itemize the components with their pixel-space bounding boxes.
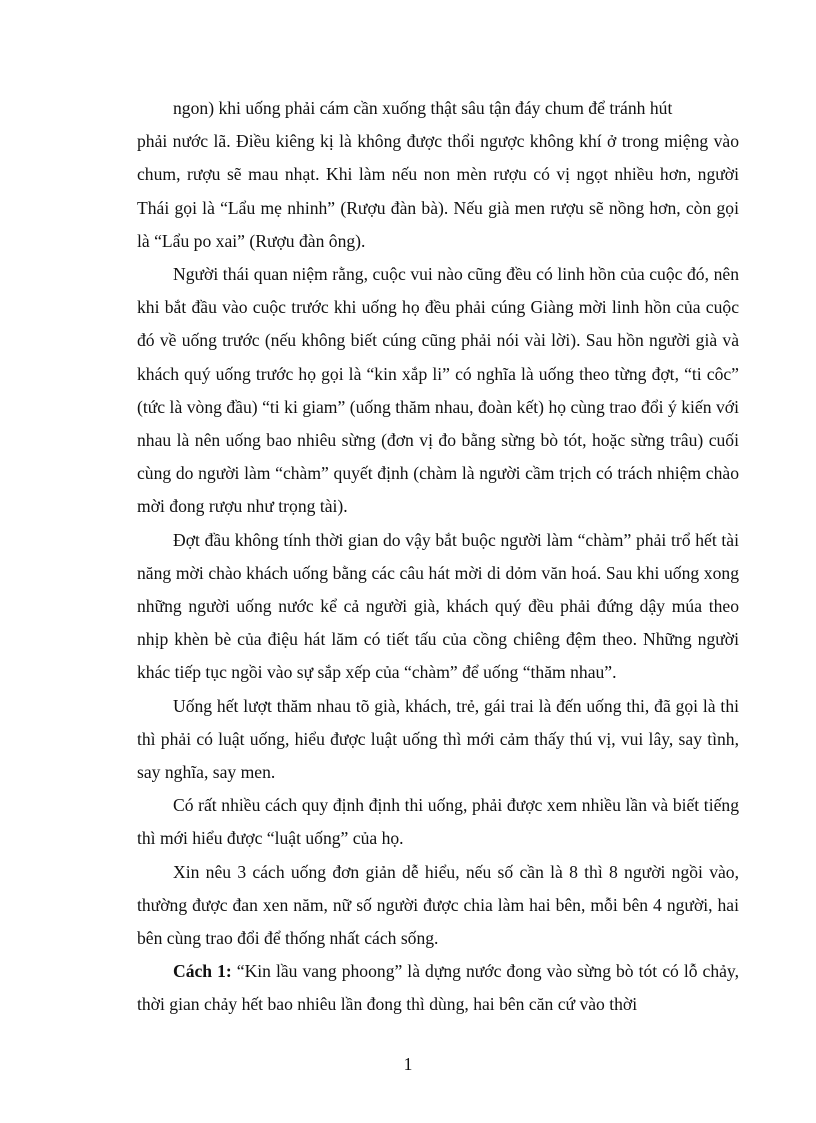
paragraph-rules: Có rất nhiều cách quy định định thi uống, phải được xem nhiều lần và biết tiếng thì mới hiểu được “luật uống” của họ.	[137, 795, 739, 849]
paragraph-first-round: Đợt đầu không tính thời gian do vậy bắt buộc người làm “chàm” phải trổ hết tài năng mời chào khách uống bằng các câu hát mời di dỏm văn hoá. Sau khi uống xong những người uống nước kể cả người già, khách quý đều phải đứng dậy múa theo nhịp khèn bè của điệu hát lăm có tiết tấu của cồng chiêng đệm theo. Những người khác tiếp tục ngồi vào sự sắp xếp của “chàm” để uống “thăm nhau”.	[137, 529, 739, 683]
page-number: 1	[403, 1054, 413, 1074]
body-text	[137, 92, 739, 1022]
paragraph-spirit-belief: Người thái quan niệm rằng, cuộc vui nào cũng đều có linh hồn của cuộc đó, nên khi bắt đầu vào cuộc trước khi uống họ đều phải cúng Giàng mời linh hồn của cuộc đó về uống trước (nếu không biết cúng cũng phải nói vài lời). Sau hồn người già và khách quý uống trước họ gọi là “kin xắp li” có nghĩa là uống theo từng đợt, “ti côc” (tức là vòng đầu) “ti ki giam” (uống thăm nhau, đoàn kết) họ cùng trao đổi ý kiến với nhau là nên uống bao nhiêu sừng (đơn vị đo bằng sừng bò tót, hoặc sừng trâu) cuối cùng do người làm “chàm” quyết định (chàm là người cầm trịch có trách nhiệm chào mời đong rượu như trọng tài).	[137, 264, 739, 517]
method-text: “Kin lầu vang phoong” là dựng nước đong vào sừng bò tót có lỗ chảy, thời gian chảy hết bao nhiêu lần đong thì dùng, hai bên căn cứ vào thời	[137, 961, 739, 1015]
paragraph-rest: phải nước lã. Điều kiêng kị là không được thổi ngược không khí ở trong miệng vào chum, rượu sẽ mau nhạt. Khi làm nếu non mèn rượu có vị ngọt nhiều hơn, người Thái gọi là “Lẩu mẹ nhinh” (Rượu đàn bà). Nếu già men rượu sẽ nồng hơn, còn gọi là “Lẩu po xai” (Rượu đàn ông).	[137, 131, 739, 251]
paragraph-method-one	[137, 955, 739, 1021]
method-label: Cách 1:	[173, 961, 232, 982]
paragraph-competition: Uống hết lượt thăm nhau tõ già, khách, trẻ, gái trai là đến uống thi, đã gọi là thi thì phải có luật uống, hiểu được luật uống thì mới cảm thấy thú vị, vui lây, say tình, say nghĩa, say men.	[137, 695, 739, 783]
paragraph-first-line: ngon) khi uống phải cám cần xuống thật sâu tận đáy chum để tránh hút	[173, 98, 673, 118]
paragraph-three-methods: Xin nêu 3 cách uống đơn giản dễ hiểu, nếu số cần là 8 thì 8 người ngồi vào, thường được đan xen năm, nữ số người được chia làm hai bên, mỗi bên 4 người, hai bên cùng trao đổi để thống nhất cách sống.	[137, 861, 739, 949]
paragraph-continued	[137, 92, 739, 258]
